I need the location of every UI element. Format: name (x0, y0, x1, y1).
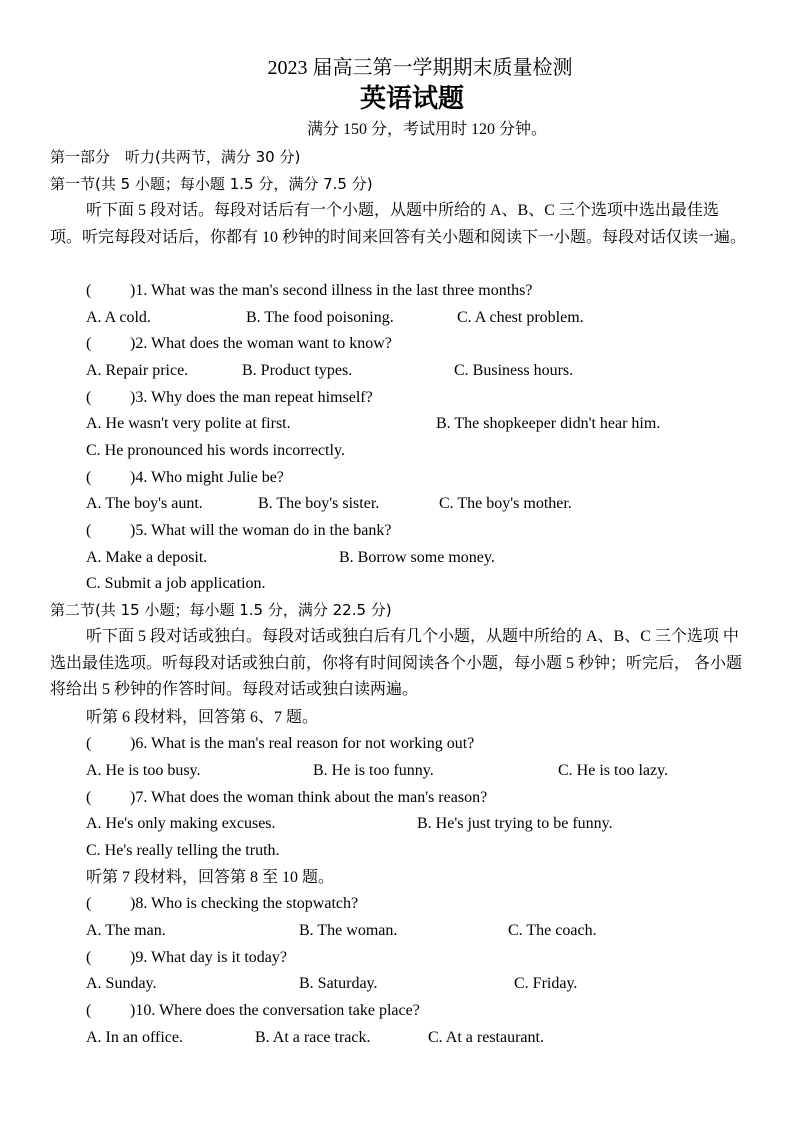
q9-option-a: A. Sunday. (86, 975, 157, 992)
exam-title: 2023 届高三第一学期期末质量检测 (267, 57, 573, 79)
q1-option-b: B. The food poisoning. (246, 309, 394, 326)
question-1 (86, 281, 533, 301)
answer-blank: ( (86, 282, 92, 299)
q5-option-b: B. Borrow some money. (339, 549, 495, 566)
answer-blank: ( (86, 522, 92, 539)
question-text: )8. Who is checking the stopwatch? (130, 895, 359, 912)
question-text: )4. Who might Julie be? (130, 469, 284, 486)
question-text: )9. What day is it today? (130, 949, 287, 966)
q6-option-c: C. He is too lazy. (558, 762, 669, 779)
answer-blank: ( (86, 1002, 92, 1019)
q2-option-b: B. Product types. (242, 362, 353, 379)
question-text: )3. Why does the man repeat himself? (130, 389, 373, 406)
question-3 (86, 388, 373, 408)
q6-option-a: A. He is too busy. (86, 762, 201, 779)
q7-option-a: A. He's only making excuses. (86, 815, 276, 832)
section1-instructions: 听下面 5 段对话。每段对话后有一个小题，从题中所给的 A、B、C 三个选项中选出最佳选项。听完每段对话后，你都有 10 秒钟的时间来回答有关小题和阅读下一小题。每段对话仅读一遍。 (50, 202, 747, 246)
q8-option-a: A. The man. (86, 922, 166, 939)
answer-blank: ( (86, 735, 92, 752)
answer-blank: ( (86, 949, 92, 966)
question-text: )2. What does the woman want to know? (130, 335, 392, 352)
q4-option-c: C. The boy's mother. (439, 495, 572, 512)
answer-blank: ( (86, 469, 92, 486)
part1-heading: 第一部分 听力(共两节，满分 30 分) (50, 148, 301, 166)
q10-option-c: C. At a restaurant. (428, 1029, 544, 1046)
question-10 (86, 1001, 420, 1021)
q4-option-b: B. The boy's sister. (258, 495, 380, 512)
question-9 (86, 948, 287, 968)
q1-option-a: A. A cold. (86, 309, 151, 326)
answer-blank: ( (86, 895, 92, 912)
question-4 (86, 468, 284, 488)
q3-option-b: B. The shopkeeper didn't hear him. (436, 415, 661, 432)
question-5 (86, 521, 391, 541)
q4-option-a: A. The boy's aunt. (86, 495, 203, 512)
answer-blank: ( (86, 335, 92, 352)
q5-option-c: C. Submit a job application. (86, 575, 266, 592)
q3-option-a: A. He wasn't very polite at first. (86, 415, 291, 432)
question-7 (86, 788, 487, 808)
section2-instructions: 听下面 5 段对话或独白。每段对话或独白后有几个小题，从题中所给的 A、B、C 三个选项 中选出最佳选项。听每段对话或独白前，你将有时间阅读各个小题，每小题 5 秒钟；听完后， 各小题将给出 5 秒钟的作答时间。每段对话或独白读两遍。 (50, 628, 743, 698)
q10-option-a: A. In an office. (86, 1029, 183, 1046)
material-7-instruction: 听第 7 段材料，回答第 8 至 10 题。 (86, 869, 335, 886)
q3-option-c: C. He pronounced his words incorrectly. (86, 442, 345, 459)
question-text: )5. What will the woman do in the bank? (130, 522, 392, 539)
q6-option-b: B. He is too funny. (313, 762, 434, 779)
exam-info: 满分 150 分，考试用时 120 分钟。 (306, 121, 547, 138)
section1-heading: 第一节(共 5 小题；每小题 1.5 分，满分 7.5 分) (50, 175, 373, 193)
q1-option-c: C. A chest problem. (457, 309, 584, 326)
answer-blank: ( (86, 789, 92, 806)
question-text: )1. What was the man's second illness in the last three months? (130, 282, 533, 299)
q2-option-c: C. Business hours. (454, 362, 574, 379)
question-text: )10. Where does the conversation take place? (130, 1002, 420, 1019)
q7-option-b: B. He's just trying to be funny. (417, 815, 613, 832)
material-6-instruction: 听第 6 段材料，回答第 6、7 题。 (86, 709, 319, 726)
q8-option-c: C. The coach. (508, 922, 597, 939)
question-text: )7. What does the woman think about the man's reason? (130, 789, 488, 806)
subject-title: 英语试题 (359, 84, 464, 113)
question-text: )6. What is the man's real reason for not working out? (130, 735, 475, 752)
q2-option-a: A. Repair price. (86, 362, 189, 379)
q9-option-c: C. Friday. (514, 975, 578, 992)
answer-blank: ( (86, 389, 92, 406)
q8-option-b: B. The woman. (299, 922, 398, 939)
q7-option-c: C. He's really telling the truth. (86, 842, 280, 859)
question-8 (86, 894, 358, 914)
question-2 (86, 334, 392, 354)
q10-option-b: B. At a race track. (255, 1029, 371, 1046)
section2-heading: 第二节(共 15 小题；每小题 1.5 分，满分 22.5 分) (50, 601, 392, 619)
q5-option-a: A. Make a deposit. (86, 549, 208, 566)
q9-option-b: B. Saturday. (299, 975, 378, 992)
question-6 (86, 734, 474, 754)
